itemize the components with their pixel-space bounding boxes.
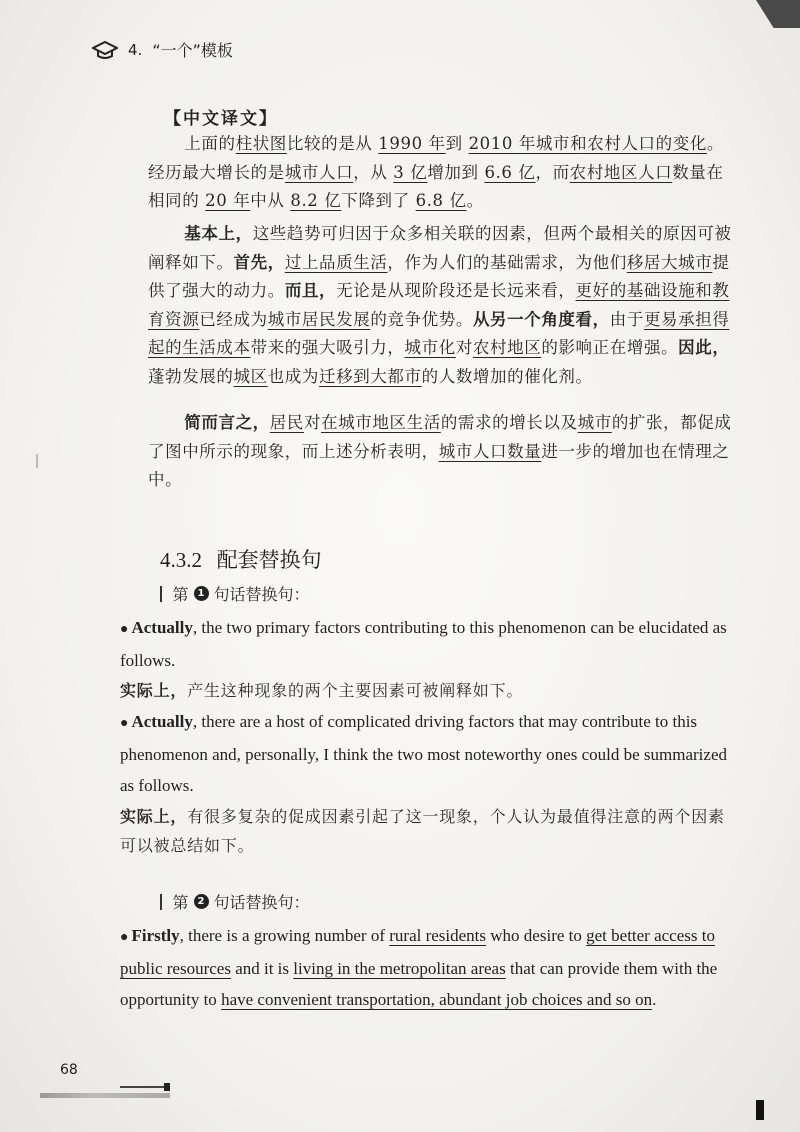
text-segment: . xyxy=(652,990,657,1009)
underlined-phrase: 迁移到大都市 xyxy=(319,366,422,386)
bold-phrase: 而且， xyxy=(284,281,337,301)
bar-mark xyxy=(160,586,162,602)
text-segment: 数量在相同的 xyxy=(148,162,724,211)
subheading-prefix: 第 xyxy=(172,585,189,604)
underlined-phrase: 6.6 亿 xyxy=(484,162,536,182)
text-segment: 对 xyxy=(304,413,322,432)
text-segment: 已经成为 xyxy=(199,309,268,329)
underlined-phrase: rural residents xyxy=(389,926,487,945)
text-segment: who desire to xyxy=(486,926,587,945)
underlined-phrase: 8.2 亿 xyxy=(290,191,342,211)
bold-phrase: Actually xyxy=(131,618,193,637)
chinese-sentence-2 xyxy=(120,802,732,860)
subheading-suffix: 句话替换句： xyxy=(213,585,310,604)
translation-paragraph-3 xyxy=(148,409,738,495)
text-segment: 的需求的增长以及 xyxy=(440,413,578,432)
underlined-phrase: 城市居民发展 xyxy=(267,309,371,329)
bold-phrase: 因此， xyxy=(678,338,730,358)
circled-number-icon: 2 xyxy=(194,894,209,909)
text-segment: 提供了强大的动力。 xyxy=(148,252,730,301)
underlined-phrase: 城市化 xyxy=(404,338,456,358)
english-sentence-3 xyxy=(120,920,732,1015)
underlined-phrase: 3 亿 xyxy=(393,162,428,182)
bold-phrase: 基本上， xyxy=(184,224,253,243)
footer-bar xyxy=(40,1093,170,1098)
bullet-icon: ● xyxy=(120,716,129,731)
underlined-phrase: 20 年 xyxy=(205,191,251,211)
circled-number-icon: 1 xyxy=(194,586,209,601)
text-segment: ，作为人们的基础需求，为他们 xyxy=(387,252,627,272)
bold-phrase: 简而言之， xyxy=(184,413,270,432)
underlined-phrase: 更好的基础设施和教育资源 xyxy=(148,281,730,329)
underlined-phrase: 柱状图 xyxy=(235,134,287,153)
text-segment: 也成为 xyxy=(267,366,320,386)
text-segment: 无论是从现阶段还是长远来看， xyxy=(336,281,576,301)
bold-phrase: 实际上， xyxy=(120,681,188,700)
underlined-phrase: 6.8 亿 xyxy=(415,191,467,211)
margin-mark xyxy=(36,454,38,468)
english-sentence-2 xyxy=(120,706,732,801)
underlined-phrase: 农村地区 xyxy=(472,338,542,358)
bullet-icon: ● xyxy=(120,930,129,945)
page-number: 68 xyxy=(60,1062,78,1078)
text-segment: 进一步的增加也在情理之中。 xyxy=(148,441,730,490)
underlined-phrase: 更易承担得起的生活成本 xyxy=(148,309,730,358)
text-segment: 上面的 xyxy=(184,134,236,153)
text-segment: 下降到了 xyxy=(341,191,416,211)
text-segment: and it is xyxy=(230,959,294,978)
text-segment: 比较的是从 xyxy=(286,134,379,153)
section-heading xyxy=(160,544,322,574)
text-segment: 的扩张，都促成了图中所示的现象，而上述分析表明， xyxy=(148,413,732,461)
text-segment: 中从 xyxy=(250,191,291,211)
header-number: 4. xyxy=(128,40,143,59)
english-sentence-1-text xyxy=(120,618,727,670)
bar-mark xyxy=(160,894,162,910)
underlined-phrase: 居民 xyxy=(269,413,304,432)
text-segment: , there is a growing number of xyxy=(179,926,390,945)
text-segment: 带来的强大吸引力， xyxy=(250,338,405,358)
text-segment: 蓬勃发展的 xyxy=(148,366,234,386)
translation-paragraph-1 xyxy=(148,130,738,216)
subheading-suffix: 句话替换句： xyxy=(213,893,310,912)
underlined-phrase: 城市人口 xyxy=(284,162,354,182)
underlined-phrase: living in the metropolitan areas xyxy=(293,959,506,978)
text-segment: 产生这种现象的两个主要因素可被阐释如下。 xyxy=(187,681,524,700)
edge-mark xyxy=(756,1100,764,1120)
underlined-phrase: have convenient transportation, abundant job choices and so on xyxy=(221,990,653,1009)
underlined-phrase: get better access to public resources xyxy=(120,926,715,978)
section-number: 4.3.2 xyxy=(160,548,202,572)
underlined-phrase: 移居大城市 xyxy=(626,252,713,272)
english-sentence-1 xyxy=(120,612,732,676)
underlined-phrase: 在城市地区生活 xyxy=(321,413,441,432)
underlined-phrase: 城市人口数量 xyxy=(438,441,542,461)
english-sentence-3-text xyxy=(120,926,717,1009)
footer-rule xyxy=(120,1086,170,1088)
underlined-phrase: 城市 xyxy=(577,413,612,432)
text-segment: ，而 xyxy=(535,162,570,182)
bold-phrase: Firstly xyxy=(131,926,180,945)
text-segment: , the two primary factors contributing to this phenomenon can be elucidated as follows. xyxy=(120,618,727,670)
section-title: 配套替换句 xyxy=(216,548,322,572)
footer-mark xyxy=(164,1083,170,1091)
text-segment: , there are a host of complicated driving factors that may contribute to this phenomenon and, personally, I think the two most noteworthy ones could be summarized as follows. xyxy=(120,712,727,795)
subheading-sentence-1 xyxy=(160,582,310,605)
text-segment: 。 xyxy=(466,191,484,211)
bold-phrase: 首先， xyxy=(233,252,285,272)
underlined-phrase: 农村地区人口 xyxy=(569,162,673,182)
subheading-prefix: 第 xyxy=(172,893,189,912)
text-segment: 对 xyxy=(455,338,473,358)
chinese-sentence-1 xyxy=(120,676,732,705)
text-segment: 这些趋势可归因于众多相关联的因素，但两个最相关的原因可被阐释如下。 xyxy=(148,224,732,272)
underlined-phrase: 城市和农村人口的变化 xyxy=(535,134,707,153)
text-segment: 的人数增加的催化剂。 xyxy=(421,366,593,386)
text-segment: 有很多复杂的促成因素引起了这一现象，个人认为最值得注意的两个因素可以被总结如下。 xyxy=(120,807,725,855)
text-segment: 到 xyxy=(445,134,469,153)
text-segment: 增加到 xyxy=(427,162,485,182)
underlined-phrase: 城区 xyxy=(233,366,268,386)
underlined-phrase: 2010 年 xyxy=(468,134,536,153)
translation-paragraph-2 xyxy=(148,220,738,392)
underlined-phrase: 过上品质生活 xyxy=(284,252,388,272)
subheading-sentence-2 xyxy=(160,890,310,913)
graduation-cap-icon xyxy=(92,40,118,60)
translation-label: 【中文译文】 xyxy=(164,109,278,129)
text-segment: that can provide them with the opportunity to xyxy=(120,959,718,1009)
english-sentence-2-text xyxy=(120,712,727,795)
text-segment: 的竞争优势。 xyxy=(370,309,473,329)
underlined-phrase: 1990 年 xyxy=(378,134,446,153)
bold-phrase: 从另一个角度看， xyxy=(472,309,610,329)
text-segment: 。经历最大增长的是 xyxy=(148,134,725,182)
text-segment: 的影响正在增强。 xyxy=(541,338,679,358)
bullet-icon: ● xyxy=(120,622,129,637)
header-title: “一个”模板 xyxy=(152,41,233,60)
text-segment: 由于 xyxy=(609,309,644,329)
bold-phrase: 实际上， xyxy=(120,807,188,826)
running-header xyxy=(92,38,233,61)
text-segment: ，从 xyxy=(353,162,394,182)
bold-phrase: Actually xyxy=(131,712,193,731)
